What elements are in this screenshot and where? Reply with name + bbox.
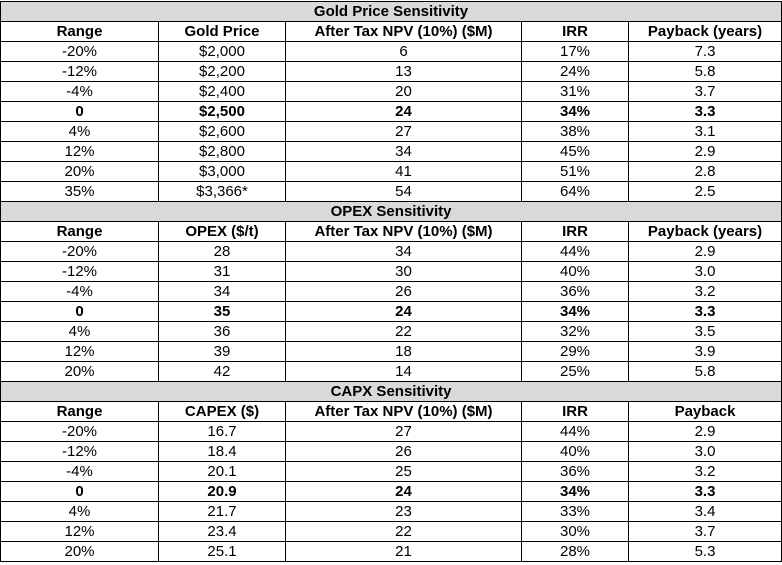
table-cell: 6	[286, 42, 522, 62]
table-cell: 64%	[522, 182, 629, 202]
table-cell: 21	[286, 542, 522, 562]
table-cell: 3.9	[629, 342, 782, 362]
table-cell: 35%	[1, 182, 159, 202]
table-cell: 0	[1, 302, 159, 322]
table-cell: 22	[286, 522, 522, 542]
table-cell: 25%	[522, 362, 629, 382]
table-cell: 0	[1, 482, 159, 502]
table-cell: 28%	[522, 542, 629, 562]
table-cell: 35	[159, 302, 286, 322]
table-row	[1, 482, 782, 502]
table-row	[1, 302, 782, 322]
section-title-row	[1, 382, 782, 402]
column-header: IRR	[522, 222, 629, 242]
table-cell: 4%	[1, 322, 159, 342]
table-cell: -4%	[1, 462, 159, 482]
table-cell: 20%	[1, 162, 159, 182]
column-header: Payback	[629, 402, 782, 422]
table-cell: 28	[159, 242, 286, 262]
table-cell: 3.7	[629, 522, 782, 542]
table-row	[1, 462, 782, 482]
column-header-row	[1, 22, 782, 42]
table-body	[1, 2, 782, 562]
table-cell: 32%	[522, 322, 629, 342]
table-cell: 18	[286, 342, 522, 362]
table-cell: 14	[286, 362, 522, 382]
table-cell: 36%	[522, 282, 629, 302]
table-cell: 24%	[522, 62, 629, 82]
table-cell: 39	[159, 342, 286, 362]
table-cell: -4%	[1, 282, 159, 302]
table-cell: 36%	[522, 462, 629, 482]
column-header: IRR	[522, 22, 629, 42]
table-cell: 31	[159, 262, 286, 282]
column-header: Range	[1, 222, 159, 242]
gold-price-sensitivity-title: Gold Price Sensitivity	[1, 2, 782, 22]
table-cell: -20%	[1, 422, 159, 442]
table-row	[1, 182, 782, 202]
table-row	[1, 282, 782, 302]
table-cell: 20.9	[159, 482, 286, 502]
table-cell: 41	[286, 162, 522, 182]
table-row	[1, 542, 782, 562]
column-header: OPEX ($/t)	[159, 222, 286, 242]
table-row	[1, 42, 782, 62]
column-header: Range	[1, 402, 159, 422]
table-cell: 34%	[522, 102, 629, 122]
table-cell: -20%	[1, 42, 159, 62]
table-row	[1, 442, 782, 462]
table-cell: 22	[286, 322, 522, 342]
table-row	[1, 362, 782, 382]
table-cell: 38%	[522, 122, 629, 142]
table-row	[1, 102, 782, 122]
table-cell: 54	[286, 182, 522, 202]
table-cell: 42	[159, 362, 286, 382]
table-cell: 34	[159, 282, 286, 302]
capx-sensitivity-title: CAPX Sensitivity	[1, 382, 782, 402]
table-row	[1, 62, 782, 82]
table-cell: 3.3	[629, 102, 782, 122]
table-cell: 7.3	[629, 42, 782, 62]
table-cell: 24	[286, 302, 522, 322]
table-cell: 3.2	[629, 462, 782, 482]
table-cell: 3.5	[629, 322, 782, 342]
table-cell: 18.4	[159, 442, 286, 462]
table-cell: 4%	[1, 122, 159, 142]
table-cell: 24	[286, 482, 522, 502]
table-cell: 12%	[1, 342, 159, 362]
table-cell: 30%	[522, 522, 629, 542]
opex-sensitivity-title: OPEX Sensitivity	[1, 202, 782, 222]
table-cell: 16.7	[159, 422, 286, 442]
table-cell: 12%	[1, 142, 159, 162]
table-cell: 34%	[522, 482, 629, 502]
table-cell: 0	[1, 102, 159, 122]
table-cell: 27	[286, 422, 522, 442]
table-row	[1, 322, 782, 342]
table-cell: 23	[286, 502, 522, 522]
column-header: After Tax NPV (10%) ($M)	[286, 402, 522, 422]
section-title-row	[1, 202, 782, 222]
table-row	[1, 422, 782, 442]
table-cell: -12%	[1, 62, 159, 82]
table-cell: 2.8	[629, 162, 782, 182]
table-cell: -12%	[1, 442, 159, 462]
table-cell: 44%	[522, 422, 629, 442]
table-cell: 26	[286, 442, 522, 462]
column-header: IRR	[522, 402, 629, 422]
table-cell: 25.1	[159, 542, 286, 562]
table-cell: 3.3	[629, 302, 782, 322]
table-cell: 3.4	[629, 502, 782, 522]
table-cell: 5.3	[629, 542, 782, 562]
table-row	[1, 142, 782, 162]
table-cell: 33%	[522, 502, 629, 522]
table-cell: 3.3	[629, 482, 782, 502]
table-cell: 3.7	[629, 82, 782, 102]
table-cell: 21.7	[159, 502, 286, 522]
table-cell: 20%	[1, 362, 159, 382]
table-cell: $2,600	[159, 122, 286, 142]
column-header: After Tax NPV (10%) ($M)	[286, 22, 522, 42]
table-cell: -20%	[1, 242, 159, 262]
table-row	[1, 522, 782, 542]
table-cell: 45%	[522, 142, 629, 162]
table-cell: $3,366*	[159, 182, 286, 202]
table-cell: 3.0	[629, 262, 782, 282]
table-cell: $2,500	[159, 102, 286, 122]
table-row	[1, 242, 782, 262]
table-cell: 29%	[522, 342, 629, 362]
table-cell: 30	[286, 262, 522, 282]
table-cell: 20.1	[159, 462, 286, 482]
table-cell: 23.4	[159, 522, 286, 542]
table-cell: $2,000	[159, 42, 286, 62]
table-row	[1, 502, 782, 522]
column-header: Gold Price	[159, 22, 286, 42]
table-cell: 2.9	[629, 142, 782, 162]
table-row	[1, 82, 782, 102]
column-header-row	[1, 402, 782, 422]
table-cell: 31%	[522, 82, 629, 102]
table-row	[1, 342, 782, 362]
column-header: Payback (years)	[629, 222, 782, 242]
table-cell: $2,200	[159, 62, 286, 82]
table-cell: 2.5	[629, 182, 782, 202]
table-cell: 34	[286, 242, 522, 262]
table-cell: 3.1	[629, 122, 782, 142]
table-cell: $2,800	[159, 142, 286, 162]
table-cell: 44%	[522, 242, 629, 262]
table-cell: 12%	[1, 522, 159, 542]
table-cell: 34	[286, 142, 522, 162]
column-header: Payback (years)	[629, 22, 782, 42]
table-row	[1, 162, 782, 182]
table-cell: 17%	[522, 42, 629, 62]
table-cell: $2,400	[159, 82, 286, 102]
column-header: Range	[1, 22, 159, 42]
table-cell: 34%	[522, 302, 629, 322]
table-cell: 40%	[522, 262, 629, 282]
table-cell: 20%	[1, 542, 159, 562]
sensitivity-table	[0, 1, 782, 562]
table-cell: 2.9	[629, 242, 782, 262]
column-header: CAPEX ($)	[159, 402, 286, 422]
table-cell: 13	[286, 62, 522, 82]
section-title-row	[1, 2, 782, 22]
table-cell: $3,000	[159, 162, 286, 182]
table-cell: -12%	[1, 262, 159, 282]
table-cell: -4%	[1, 82, 159, 102]
table-cell: 4%	[1, 502, 159, 522]
column-header-row	[1, 222, 782, 242]
table-cell: 26	[286, 282, 522, 302]
column-header: After Tax NPV (10%) ($M)	[286, 222, 522, 242]
table-cell: 5.8	[629, 362, 782, 382]
table-row	[1, 262, 782, 282]
table-cell: 5.8	[629, 62, 782, 82]
table-cell: 27	[286, 122, 522, 142]
table-cell: 3.0	[629, 442, 782, 462]
table-cell: 2.9	[629, 422, 782, 442]
table-cell: 51%	[522, 162, 629, 182]
table-row	[1, 122, 782, 142]
table-cell: 24	[286, 102, 522, 122]
table-cell: 3.2	[629, 282, 782, 302]
table-cell: 36	[159, 322, 286, 342]
table-cell: 40%	[522, 442, 629, 462]
table-cell: 25	[286, 462, 522, 482]
table-cell: 20	[286, 82, 522, 102]
